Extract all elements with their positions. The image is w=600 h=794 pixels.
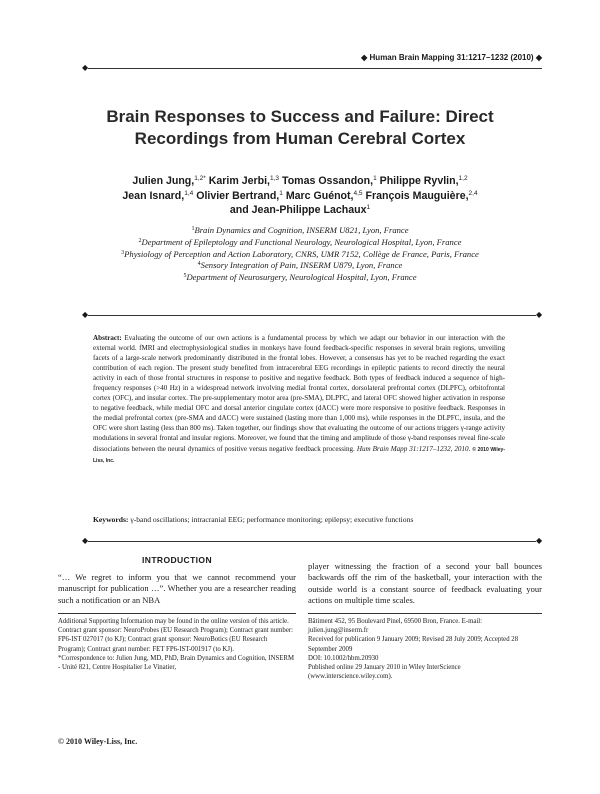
author: Jean Isnard,$^{1,4}$ [122, 189, 194, 202]
author-list [60, 174, 540, 218]
author: Tomas Ossandon,$^1$ [282, 175, 377, 187]
footnote: Additional Supporting Information may be found in the online version of this article. [58, 618, 289, 625]
diamond-icon: ◆ [82, 310, 89, 319]
diamond-icon: ◆ [361, 53, 368, 62]
abstract-citation: Hum Brain Mapp 31:1217–1232, 2010. [356, 444, 471, 453]
diamond-icon: ◆ [82, 63, 89, 72]
author: Marc Guénot,$^{4,5}$ [285, 189, 363, 202]
keywords [93, 515, 533, 524]
affiliation: $^3$Physiology of Perception and Action Laboratory, CNRS, UMR 7152, Collège de France, Paris, France [121, 248, 479, 259]
header-rule [88, 68, 542, 69]
author: Olivier Bertrand,$^1$ [196, 189, 283, 202]
footnote-rule [58, 613, 296, 614]
diamond-icon: ◆ [536, 536, 543, 545]
footnote: Contract grant sponsor: NeuroProbes (EU Research Program); Contract grant number: FP6-IST 027017 (to KJ); Contract grant sponsor: NeuroBotics (EU Research Program); Contract grant number: FET FP6-IST-001917 (to KJ). [58, 627, 293, 653]
author-line [60, 203, 540, 218]
abstract-copyright: © 2010 Wiley-Liss, Inc. [93, 446, 505, 464]
journal-header [361, 53, 542, 62]
intro-paragraph: “… We regret to inform you that we cannot recommend your manuscript for publication …”. Whether you are a researcher reading such a notification or an NBA [58, 572, 296, 605]
abstract-top-rule [88, 315, 536, 316]
author-line [60, 174, 540, 189]
keywords-text: γ-band oscillations; intracranial EEG; performance monitoring; epilepsy; executive functions [130, 515, 414, 524]
abstract-bottom-rule [88, 541, 536, 542]
diamond-icon: ◆ [535, 53, 542, 62]
abstract-label: Abstract: [93, 334, 122, 342]
affiliation: $^5$Department of Neurosurgery, Neurological Hospital, Lyon, France [183, 272, 417, 283]
keywords-label: Keywords: [93, 515, 129, 524]
title-line: Recordings from Human Cerebral Cortex [134, 129, 466, 148]
footnote: *Correspondence to: Julien Jung, MD, PhD, Brain Dynamics and Cognition, INSERM - Unité 821, Centre Hospitalier Le Vinatier, [58, 654, 294, 672]
page-copyright: © 2010 Wiley-Liss, Inc. [58, 737, 138, 746]
diamond-icon: ◆ [82, 536, 89, 545]
article-title [60, 106, 540, 150]
affiliation: $^4$Sensory Integration of Pain, INSERM U879, Lyon, France [197, 260, 403, 271]
author: and Jean-Philippe Lachaux$^1$ [229, 204, 371, 216]
footnote-rule [308, 613, 542, 614]
footnote: DOI: 10.1002/hbm.20930 [308, 654, 379, 662]
author: Julien Jung,$^{1,2*}$ [132, 175, 206, 187]
author: Karim Jerbi,$^{1,3}$ [208, 175, 280, 187]
author-line [60, 189, 540, 204]
footnotes-left [58, 617, 296, 672]
author: Philippe Ryvlin,$^{1,2}$ [379, 175, 468, 187]
footnotes-right [308, 617, 542, 681]
intro-paragraph-continued: player witnessing the fraction of a second your ball bounces backwards off the rim of the basketball, your interaction with the outside world is a constant source of feedback evaluating your actions on multiple time scales. [308, 561, 542, 605]
title-line: Brain Responses to Success and Failure: Direct [106, 107, 494, 126]
author: François Mauguière,$^{2,4}$ [365, 189, 478, 202]
diamond-icon: ◆ [536, 310, 543, 319]
abstract-text: Evaluating the outcome of our own actions is a fundamental process by which we adapt our behavior in our interaction with the external world. fMRI and electrophysiological studies in monkeys have found feedback-specific responses in several brain regions, unveiling facets of a large-scale network predominantly distributed in the frontal lobes. However, a consensus has yet to be reached regarding the exact contribution of each region. The present study benefited from intracerebral EEG recordings in epileptic patients to record directly the neural activity in each of those frontal structures in response to positive and negative feedback. Both types of feedback induced a sequence of high-frequency responses (>40 Hz) in a widespread network involving medial frontal cortex, dorsolateral prefrontal cortex (DLPFC), orbitofrontal cortex (OFC), and insular cortex. The pre-supplementary motor area (pre-SMA), DLPFC, and lateral OFC showed higher activation in response to negative feedback, while medial OFC and dorsal anterior cingulate cortex (dACC) were more responsive to positive feedback. Responses in the medial prefrontal cortex (pre-SMA and dACC) were sustained (lasting more than 1,000 ms), while responses in the DLPFC, insula, and the OFC were short lasting (less than 800 ms). Taken together, our findings show that evaluating the outcome of our actions triggers γ-range activity modulations in several frontal and insular regions. Moreover, we found that the timing and amplitude of those γ-band responses reveal fine-scale dissociations between the neural dynamics of positive versus negative feedback processing. [93, 334, 505, 453]
journal-citation: Human Brain Mapping 31:1217–1232 (2010) [369, 53, 534, 62]
footnote: Bâtiment 452, 95 Boulevard Pinel, 69500 Bron, France. E-mail: julien.jung@inserm.fr [308, 618, 483, 635]
affiliation-list [60, 225, 540, 284]
abstract [93, 333, 505, 466]
affiliation: $^2$Department of Epileptology and Functional Neurology, Neurological Hospital, Lyon, France [138, 236, 462, 247]
footnote: Published online 29 January 2010 in Wiley InterScience (www.interscience.wiley.com). [308, 664, 461, 681]
footnote: Received for publication 9 January 2009; Revised 28 July 2009; Accepted 28 September 2009 [308, 636, 519, 653]
section-heading: INTRODUCTION [142, 555, 212, 565]
affiliation: $^1$Brain Dynamics and Cognition, INSERM U821, Lyon, France [191, 225, 409, 235]
